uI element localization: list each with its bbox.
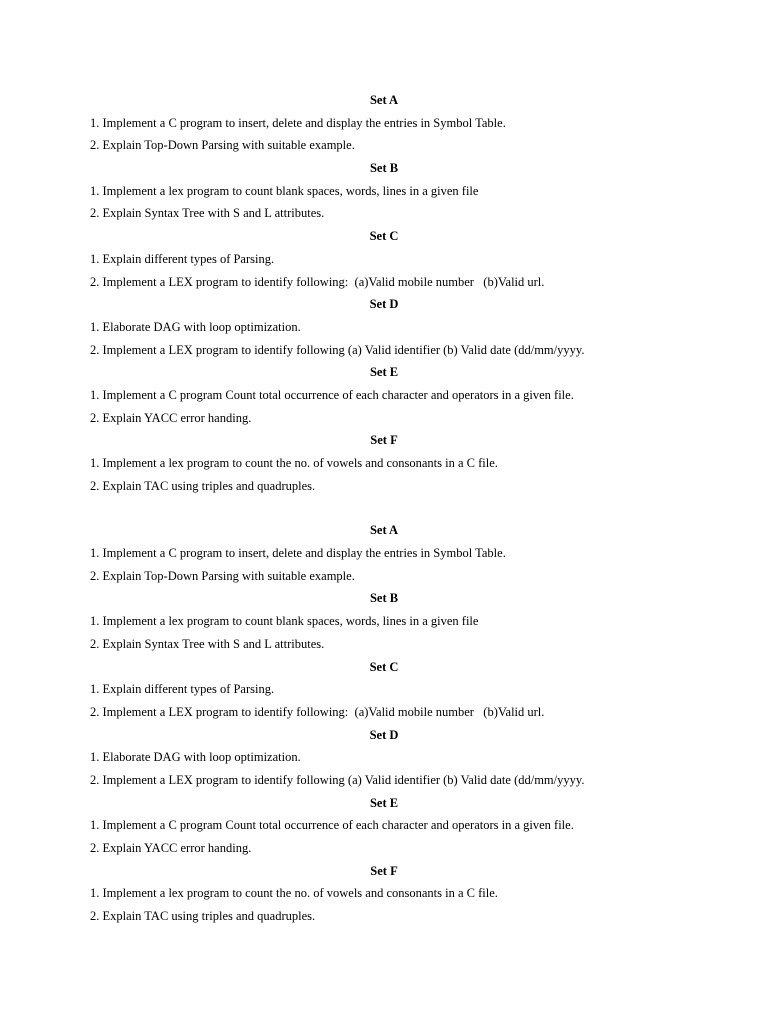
set-f [90,429,728,497]
set-heading: Set D [369,297,399,312]
question-item: 1. Implement a lex program to count the no. of vowels and consonants in a C file. [90,886,498,901]
question-sets-block-2 [90,519,728,927]
question-item: 2. Explain Syntax Tree with S and L attributes. [90,636,325,651]
question-item: 1. Implement a lex program to count blank spaces, words, lines in a given file [90,183,479,198]
set-heading: Set B [369,591,399,606]
question-sets-block-1 [90,89,728,497]
set-b [90,587,728,655]
question-item: 1. Implement a C program to insert, delete and display the entries in Symbol Table. [90,546,506,561]
set-c [90,656,728,724]
question-item: 1. Explain different types of Parsing. [90,251,275,266]
set-d [90,724,728,792]
set-heading: Set D [369,727,399,742]
set-e [90,361,728,429]
set-heading: Set B [369,161,399,176]
set-f [90,860,728,928]
set-heading: Set C [369,659,399,674]
question-item: 1. Explain different types of Parsing. [90,682,275,697]
set-heading: Set A [369,93,399,107]
question-item: 2. Implement a LEX program to identify following: (a)Valid mobile number (b)Valid url. [90,704,545,719]
question-item: 1. Implement a lex program to count the no. of vowels and consonants in a C file. [90,456,498,470]
set-a [90,89,728,157]
question-item: 2. Explain YACC error handing. [90,841,252,855]
set-c [90,225,728,293]
set-e [90,792,728,860]
question-item: 2. Implement a LEX program to identify following (a) Valid identifier (b) Valid date (dd/mm/yyyy. [90,772,585,787]
question-item: 1. Implement a C program to insert, delete and display the entries in Symbol Table. [90,115,506,130]
question-item: 1. Elaborate DAG with loop optimization. [90,319,301,334]
set-a [90,519,728,587]
set-heading: Set F [370,863,398,878]
question-item: 2. Implement a LEX program to identify following: (a)Valid mobile number (b)Valid url. [90,274,545,289]
question-item: 1. Elaborate DAG with loop optimization. [90,750,301,765]
question-item: 1. Implement a C program Count total occurrence of each character and operators in a given file. [90,387,574,402]
set-heading: Set E [369,365,399,380]
question-item: 2. Explain Top-Down Parsing with suitable example. [90,568,355,583]
set-b [90,157,728,225]
set-d [90,293,728,361]
set-heading: Set E [369,795,399,810]
set-heading: Set F [370,433,398,448]
question-item: 2. Explain Top-Down Parsing with suitable example. [90,138,355,153]
question-item: 2. Explain TAC using triples and quadruples. [90,909,316,924]
question-item: 2. Explain TAC using triples and quadruples. [90,478,316,493]
set-heading: Set A [369,523,399,538]
question-item: 1. Implement a C program Count total occurrence of each character and operators in a given file. [90,818,574,833]
question-item: 2. Explain Syntax Tree with S and L attributes. [90,206,325,221]
question-item: 2. Implement a LEX program to identify following (a) Valid identifier (b) Valid date (dd/mm/yyyy. [90,342,585,357]
set-heading: Set C [369,229,399,244]
question-item: 2. Explain YACC error handing. [90,410,252,425]
question-item: 1. Implement a lex program to count blank spaces, words, lines in a given file [90,614,479,629]
